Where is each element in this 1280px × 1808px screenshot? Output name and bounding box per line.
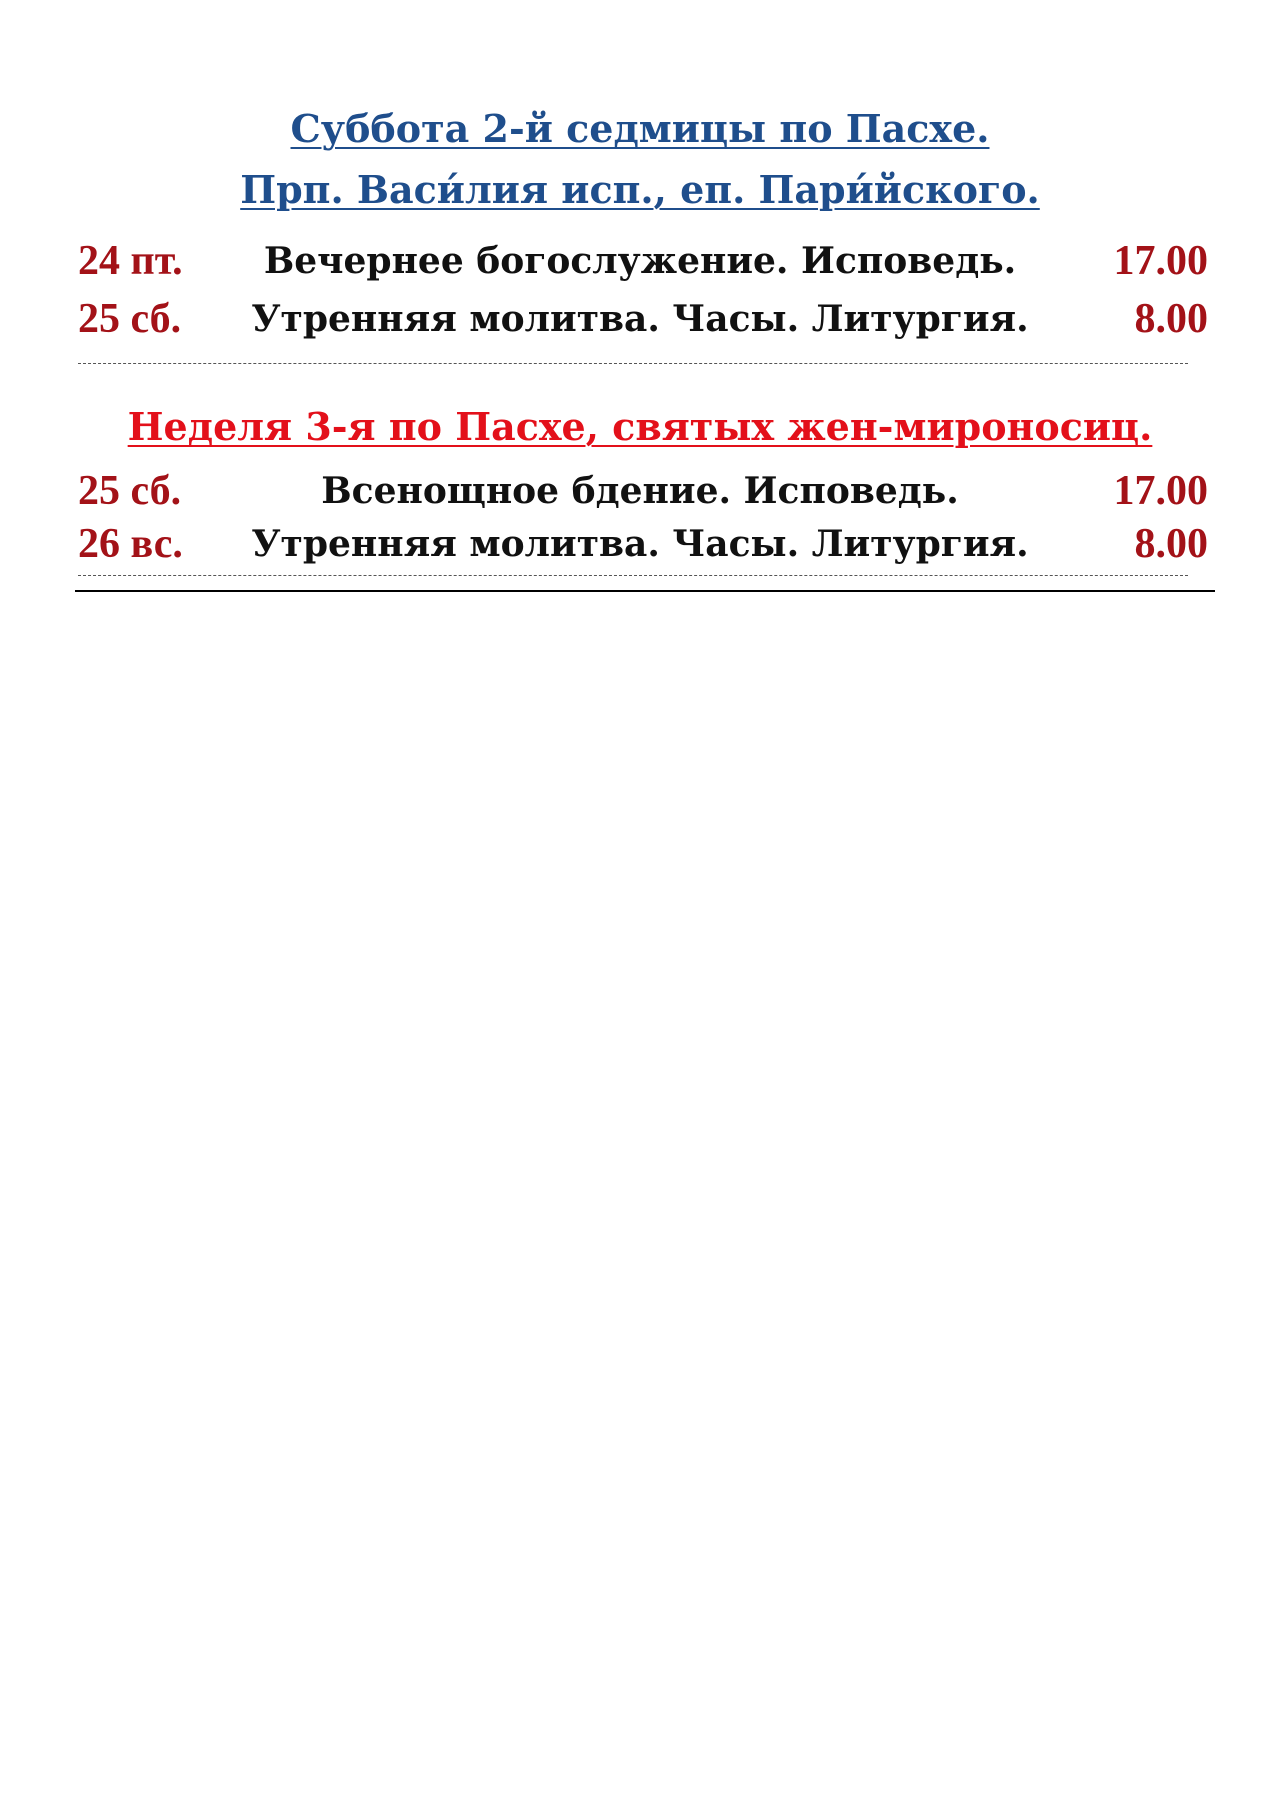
row-time: 17.00 [1113, 238, 1208, 284]
row-date: 26 вс. [78, 521, 183, 567]
row-date: 24 пт. [78, 238, 183, 284]
section1-title-line2: Прп. Васи́лия исп., еп. Пари́йского. [240, 167, 1040, 212]
row-service: Вечернее богослужение. Исповедь. [263, 240, 1017, 282]
section-divider [78, 575, 1188, 576]
row-time: 8.00 [1134, 296, 1208, 342]
schedule-row [0, 293, 1280, 345]
schedule-row [0, 518, 1280, 570]
schedule-row [0, 235, 1280, 287]
section1-title-line1: Суббота 2-й седмицы по Пасхе. [290, 106, 990, 151]
row-date: 25 сб. [78, 296, 182, 342]
bottom-rule [75, 590, 1215, 592]
row-service: Утренняя молитва. Часы. Литургия. [251, 523, 1029, 565]
schedule-row [0, 465, 1280, 517]
row-date: 25 сб. [78, 468, 182, 514]
section2-title: Неделя 3-я по Пасхе, святых жен-мироносиц. [127, 404, 1153, 449]
row-time: 17.00 [1113, 468, 1208, 514]
row-time: 8.00 [1134, 521, 1208, 567]
row-service: Утренняя молитва. Часы. Литургия. [251, 298, 1029, 340]
row-service: Всенощное бдение. Исповедь. [321, 470, 959, 512]
section-divider [78, 363, 1188, 364]
